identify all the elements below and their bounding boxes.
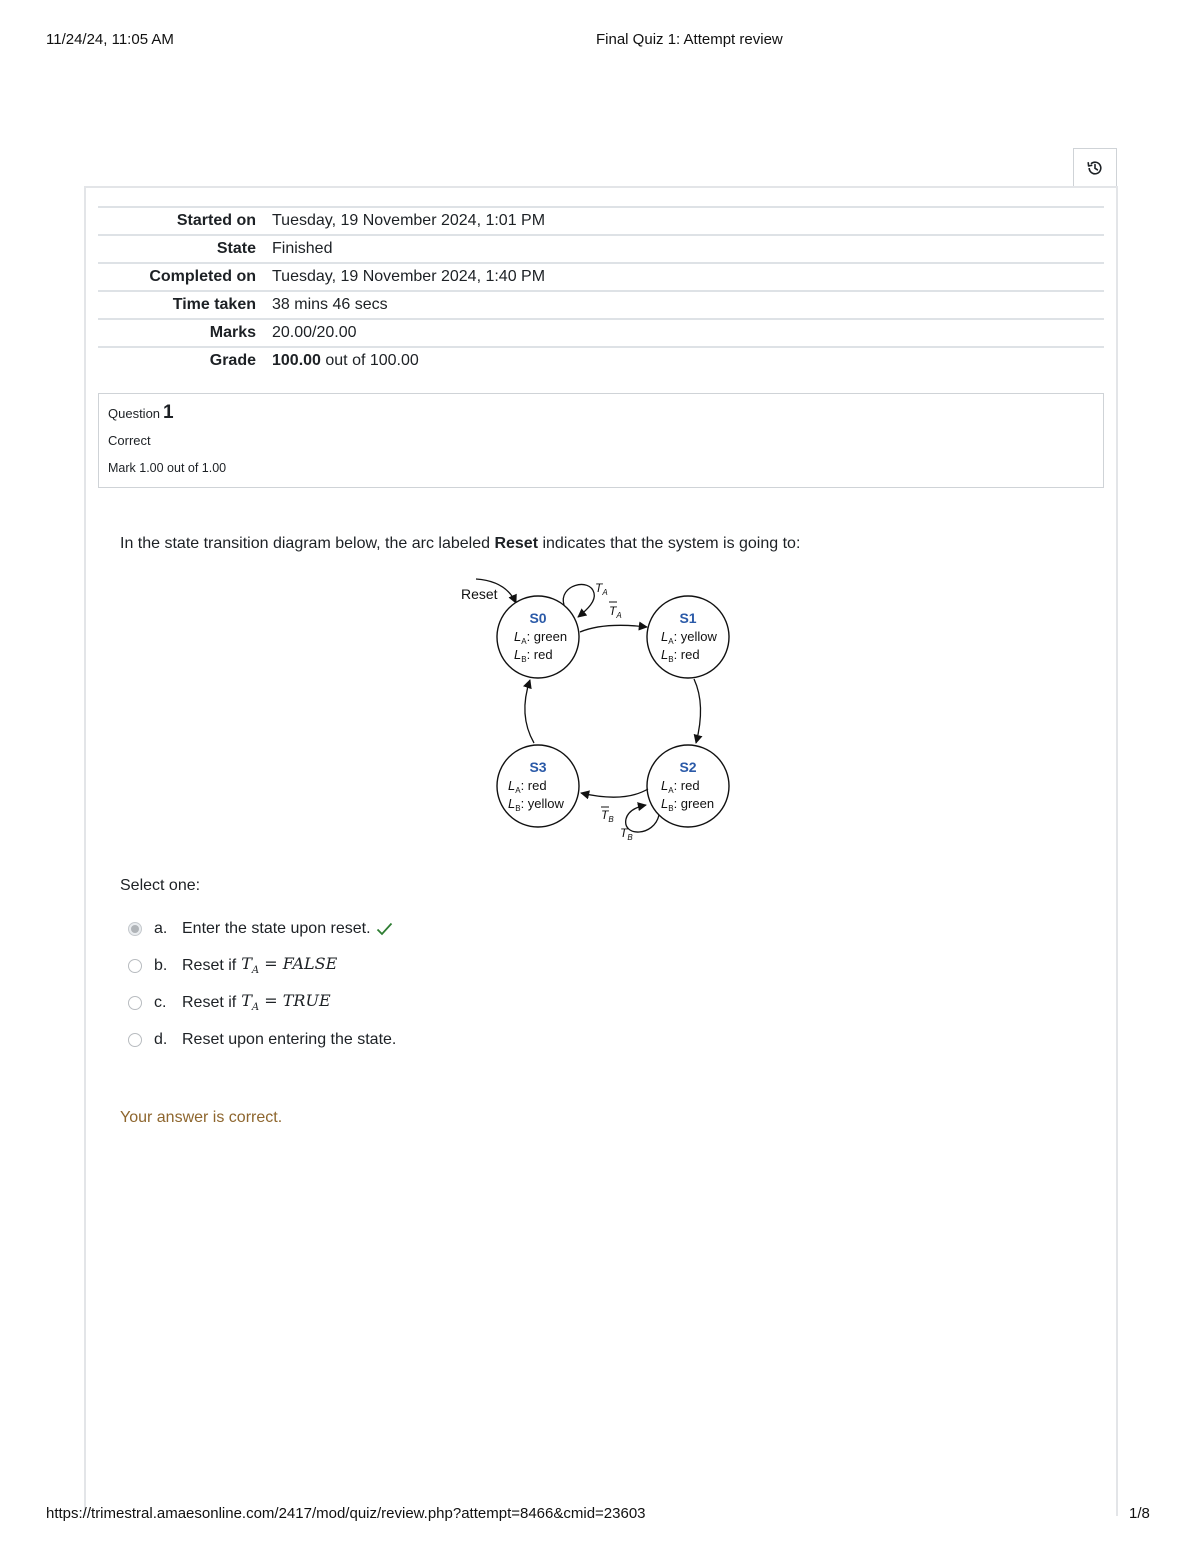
state-line2-var: L: [661, 647, 669, 662]
answer-option-d[interactable]: [126, 1021, 726, 1058]
radio-button[interactable]: [128, 922, 142, 936]
summary-value: Finished: [272, 240, 333, 257]
state-name: S3: [529, 759, 547, 775]
state-line1-sub: A: [521, 637, 527, 646]
state-line1-sub: A: [668, 637, 674, 646]
arc-label-var: T: [595, 581, 603, 595]
state-line1-val: : red: [673, 778, 700, 793]
radio-button[interactable]: [128, 996, 142, 1010]
svg-text:TB: [620, 826, 633, 842]
summary-label: State: [216, 240, 256, 257]
grade-out-of: out of 100.00: [320, 352, 419, 369]
state-line2-var: L: [661, 796, 669, 811]
math-var: T: [241, 954, 252, 974]
summary-label: Completed on: [149, 268, 256, 285]
state-line1-val: : red: [520, 778, 547, 793]
attempt-summary-table: [98, 206, 1104, 374]
state-line2-sub: B: [521, 655, 527, 664]
math-var: T: [241, 991, 252, 1011]
arc-label-sub: B: [608, 815, 614, 824]
state-line1-var: L: [661, 629, 669, 644]
radio-button[interactable]: [128, 959, 142, 973]
summary-row-time-taken: [98, 291, 1104, 319]
question-text: [120, 535, 800, 553]
summary-row-completed: [98, 263, 1104, 291]
state-line2-sub: B: [515, 804, 521, 813]
answer-letter: a.: [154, 919, 168, 937]
state-line2-var: L: [514, 647, 522, 662]
summary-row-marks: [98, 319, 1104, 347]
answer-math: [241, 991, 330, 1013]
state-name: S0: [529, 610, 547, 626]
question-number-value: 1: [163, 402, 174, 423]
state-line2-var: L: [508, 796, 516, 811]
summary-row-state: [98, 235, 1104, 263]
state-s1: [647, 596, 729, 678]
summary-row-grade: [98, 347, 1104, 374]
state-s3: [497, 745, 579, 827]
question-number: [108, 402, 174, 424]
state-line1-var: L: [514, 629, 522, 644]
svg-text:TA: [609, 604, 622, 620]
reset-label: Reset: [461, 586, 498, 602]
answer-text: Reset if: [182, 956, 237, 974]
arc-s3-s0: [525, 680, 534, 743]
summary-value: 20.00/20.00: [272, 324, 357, 341]
state-line2-val: : green: [673, 796, 715, 811]
svg-text:LA: red: [508, 778, 547, 795]
math-sub: A: [251, 1002, 260, 1014]
state-line2-val: : red: [526, 647, 553, 662]
svg-text:LB: red: [514, 647, 553, 664]
answer-option-c[interactable]: [126, 984, 726, 1021]
arc-s0-s1: [580, 625, 647, 632]
arc-label-sub: A: [616, 611, 622, 620]
arc-label-var: T: [601, 808, 609, 822]
question-info: [98, 393, 1104, 488]
summary-value: Tuesday, 19 November 2024, 1:01 PM: [272, 212, 546, 229]
answer-letter: d.: [154, 1030, 168, 1048]
print-url: https://trimestral.amaesonline.com/2417/mod/quiz/review.php?attempt=8466&cmid=23603: [46, 1505, 646, 1522]
answer-text: Enter the state upon reset.: [182, 919, 371, 937]
summary-value: Tuesday, 19 November 2024, 1:40 PM: [272, 268, 546, 285]
arc-s2-s3: [581, 789, 648, 797]
print-datetime: 11/24/24, 11:05 AM: [46, 31, 174, 48]
math-sub: A: [251, 965, 260, 977]
state-name: S1: [679, 610, 697, 626]
answer-option-a[interactable]: [126, 910, 726, 947]
print-title: Final Quiz 1: Attempt review: [596, 31, 783, 48]
question-label: Question: [108, 406, 161, 421]
answer-letter: c.: [154, 993, 167, 1011]
answer-math: [241, 954, 337, 976]
state-name: S2: [679, 759, 697, 775]
summary-label: Time taken: [172, 296, 256, 313]
state-line1-sub: A: [668, 786, 674, 795]
radio-button[interactable]: [128, 1033, 142, 1047]
math-rest: = TRUE: [259, 991, 331, 1011]
state-line1-var: L: [661, 778, 669, 793]
state-line1-sub: A: [515, 786, 521, 795]
state-line2-sub: B: [668, 655, 674, 664]
math-rest: = FALSE: [259, 954, 338, 974]
answer-text: Reset upon entering the state.: [182, 1030, 397, 1048]
state-line2-val: : yellow: [520, 796, 564, 811]
answer-list: [126, 910, 726, 1058]
state-s0: [497, 596, 579, 678]
arc-s1-s2: [694, 679, 701, 743]
state-line2-val: : red: [673, 647, 700, 662]
state-transition-diagram: [454, 575, 744, 845]
answer-letter: b.: [154, 956, 168, 974]
question-text-bold: Reset: [494, 535, 539, 552]
summary-label: Started on: [176, 212, 256, 229]
print-header: [0, 31, 1200, 51]
summary-label: Grade: [209, 352, 256, 369]
check-icon: [376, 922, 393, 936]
question-text-before: In the state transition diagram below, the arc labeled: [120, 535, 495, 552]
grade-score: 100.00: [272, 352, 321, 369]
state-s2: [647, 745, 729, 827]
question-text-after: indicates that the system is going to:: [538, 535, 801, 552]
state-line1-var: L: [508, 778, 516, 793]
content-frame: [84, 186, 1118, 1516]
summary-label: Marks: [209, 324, 256, 341]
summary-value: [264, 347, 1104, 374]
state-line2-sub: B: [668, 804, 674, 813]
answer-feedback: Your answer is correct.: [120, 1109, 283, 1126]
state-line1-val: : yellow: [673, 629, 717, 644]
answer-prompt: Select one:: [120, 877, 201, 894]
arc-label-sub: B: [627, 833, 633, 842]
print-page-number: 1/8: [1129, 1505, 1150, 1522]
question-grade: Mark 1.00 out of 1.00: [108, 461, 227, 475]
answer-text: Reset if: [182, 993, 237, 1011]
svg-text:TB: [601, 808, 614, 824]
svg-text:TA: [595, 581, 608, 597]
arc-label-sub: A: [602, 588, 608, 597]
svg-text:LA: red: [661, 778, 700, 795]
svg-text:LB: red: [661, 647, 700, 664]
print-footer: [0, 1505, 1200, 1525]
attempt-history-button[interactable]: [1073, 148, 1117, 187]
question-state: Correct: [108, 433, 151, 448]
summary-row-started: [98, 207, 1104, 235]
arc-label-var: T: [620, 826, 628, 840]
summary-value: 38 mins 46 secs: [272, 296, 388, 313]
answer-option-b[interactable]: [126, 947, 726, 984]
history-icon: [1086, 159, 1104, 177]
arc-label-var: T: [609, 604, 617, 618]
state-line1-val: : green: [526, 629, 568, 644]
